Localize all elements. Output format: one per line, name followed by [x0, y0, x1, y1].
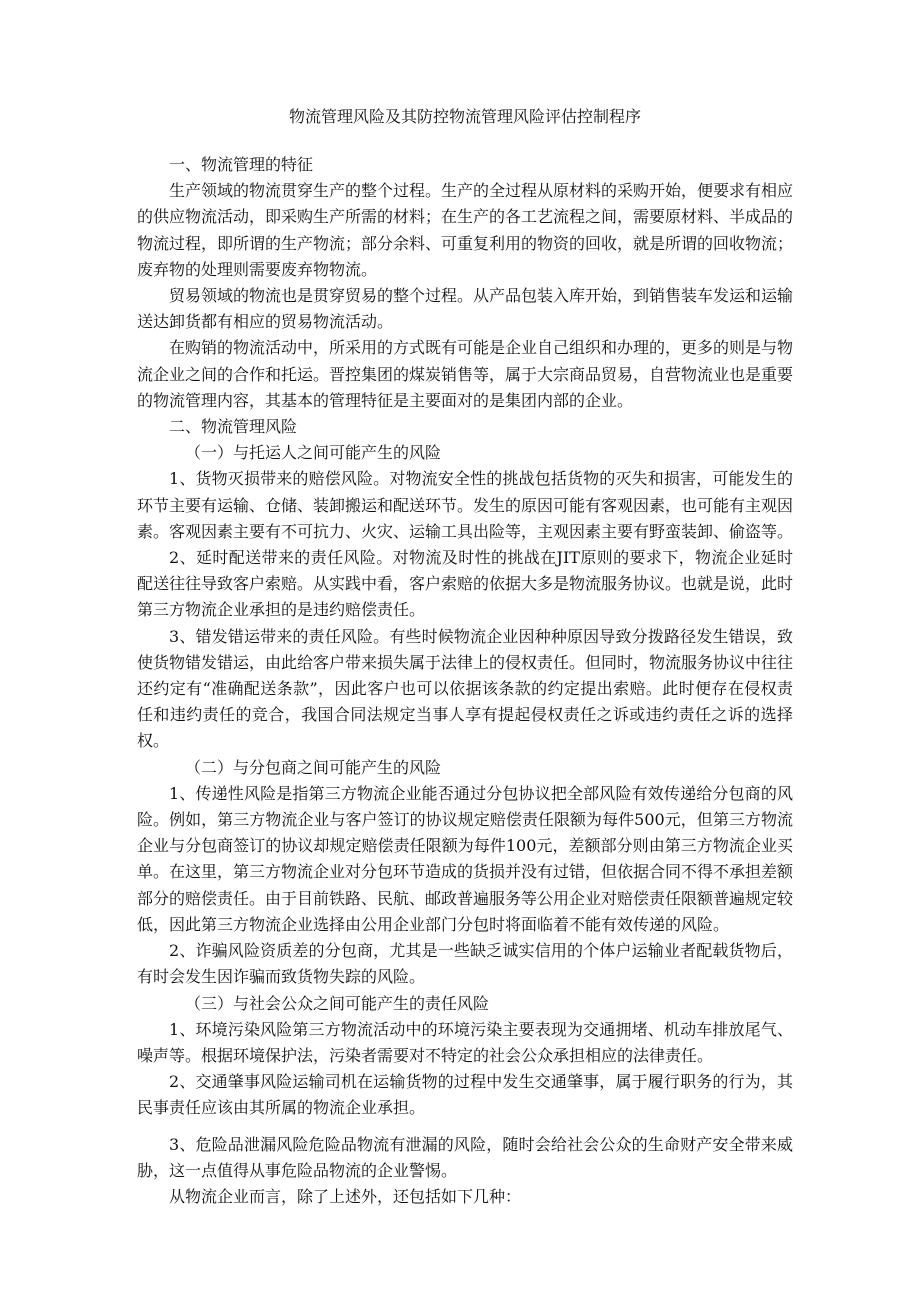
paragraph: 1、环境污染风险第三方物流活动中的环境污染主要表现为交通拥堵、机动车排放尾气、噪声等。根据环境保护法，污染者需要对不特定的社会公众承担相应的法律责任。 [137, 1019, 793, 1065]
paragraph: 生产领域的物流贯穿生产的整个过程。生产的全过程从原材料的采购开始，便要求有相应的供应物流活动，即采购生产所需的材料；在生产的各工艺流程之间，需要原材料、半成品的物流过程，即所谓的生产物流；部分余料、可重复利用的物资的回收，就是所谓的回收物流；废弃物的处理则需要废弃物物流。 [137, 181, 794, 279]
paragraph: 1、传递性风险是指第三方物流企业能否通过分包协议把全部风险有效传递给分包商的风险。例如，第三方物流企业与客户签订的协议规定赔偿责任限额为每件500元，但第三方物流企业与分包商签订的协议却规定赔偿责任限额为每件100元，差额部分则由第三方物流企业买单。在这里，第三方物流企业对分包环节造成的货损并没有过错，但依据合同不得不承担差额部分的赔偿责任。由于目前铁路、民航、邮政普遍服务等公用企业对赔偿责任限额普遍规定较低，因此第三方物流企业选择由公用企业部门分包时将面临着不能有效传递的风险。 [137, 783, 794, 934]
paragraph: 1、货物灭损带来的赔偿风险。对物流安全性的挑战包括货物的灭失和损害，可能发生的环节主要有运输、仓储、装卸搬运和配送环节。发生的原因可能有客观因素，也可能有主观因素。客观因素主要有不可抗力、火灾、运输工具出险等，主观因素主要有野蛮装卸、偷盗等。 [137, 469, 794, 541]
subsection-heading: （一）与托运人之间可能产生的风险 [185, 443, 442, 463]
subsection-heading: （三）与社会公众之间可能产生的责任风险 [185, 993, 490, 1013]
document-title: 物流管理风险及其防控物流管理风险评估控制程序 [288, 107, 641, 126]
section-heading: 一、物流管理的特征 [169, 155, 314, 174]
paragraph: 3、错发错运带来的责任风险。有些时候物流企业因种种原因导致分拨路径发生错误，致使货物错发错运，由此给客户带来损失属于法律上的侵权责任。但同时，物流服务协议中往往还约定有“准确配送条款”，因此客户也可以依据该条款的约定提出索赔。此时便存在侵权责任和违约责任的竞合，我国合同法规定当事人享有提起侵权责任之诉或违约责任之诉的选择权。 [137, 626, 794, 751]
paragraph: 2、诈骗风险资质差的分包商，尤其是一些缺乏诚实信用的个体户运输业者配载货物后，有时会发生因诈骗而致货物失踪的风险。 [137, 941, 793, 987]
paragraph: 3、危险品泄漏风险危险品物流有泄漏的风险，随时会给社会公众的生命财产安全带来威胁，这一点值得从事危险品物流的企业警惕。 [137, 1134, 793, 1180]
paragraph: 从物流企业而言，除了上述外，还包括如下几种： [169, 1186, 522, 1206]
paragraph: 在购销的物流活动中，所采用的方式既有可能是企业自己组织和办理的，更多的则是与物流企业之间的合作和托运。晋控集团的煤炭销售等，属于大宗商品贸易，自营物流业也是重要的物流管理内容，其基本的管理特征是主要面对的是集团内部的企业。 [137, 338, 794, 410]
document-page [137, 104, 793, 1210]
paragraph: 2、交通肇事风险运输司机在运输货物的过程中发生交通肇事，属于履行职务的行为，其民事责任应该由其所属的物流企业承担。 [137, 1072, 793, 1118]
subsection-heading: （二）与分包商之间可能产生的风险 [185, 757, 442, 777]
paragraph: 2、延时配送带来的责任风险。对物流及时性的挑战在JIT原则的要求下，物流企业延时配送往往导致客户索赔。从实践中看，客户索赔的依据大多是物流服务协议。也就是说，此时第三方物流企业承担的是违约赔偿责任。 [137, 548, 794, 620]
section-heading: 二、物流管理风险 [169, 417, 298, 437]
paragraph: 贸易领域的物流也是贯穿贸易的整个过程。从产品包装入库开始，到销售装车发运和运输送达卸货都有相应的贸易物流活动。 [137, 286, 794, 332]
